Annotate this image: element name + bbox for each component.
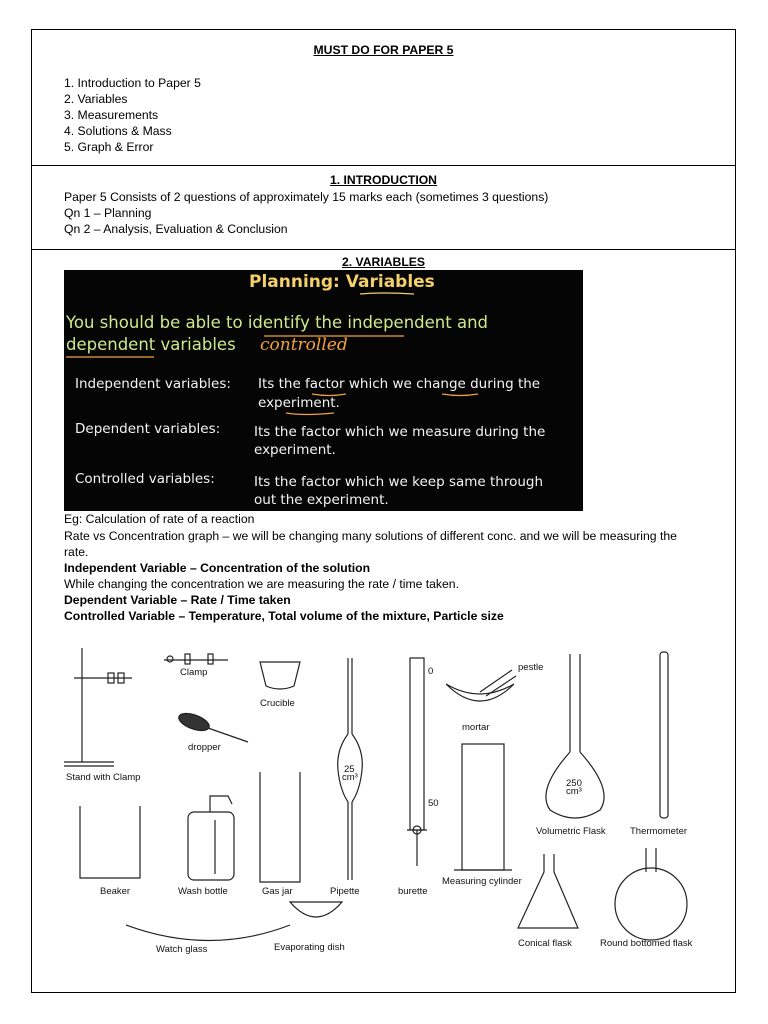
board-intro-line2: dependent variables xyxy=(66,335,236,354)
section-divider xyxy=(31,165,736,166)
example-line: Eg: Calculation of rate of a reaction xyxy=(64,512,255,526)
dependent-variable: Dependent Variable – Rate / Time taken xyxy=(64,593,291,607)
intro-line: Qn 2 – Analysis, Evaluation & Conclusion xyxy=(64,222,288,236)
crucible-drawing xyxy=(260,662,300,689)
label-round-bottomed-flask: Round bottomed flask xyxy=(600,938,693,949)
board-term: Controlled variables: xyxy=(75,471,215,487)
beaker-drawing xyxy=(80,806,140,878)
clamp-drawing xyxy=(164,654,228,664)
wash-bottle-drawing xyxy=(188,796,234,880)
label-measuring-cylinder: Measuring cylinder xyxy=(442,876,522,887)
label-dropper: dropper xyxy=(188,742,221,753)
board-term: Dependent variables: xyxy=(75,421,221,437)
contents-item: 3. Measurements xyxy=(64,108,159,122)
evaporating-dish-drawing xyxy=(290,902,342,917)
thermometer-drawing xyxy=(660,652,668,818)
label-pestle: pestle xyxy=(518,662,544,673)
intro-heading: 1. INTRODUCTION xyxy=(330,173,437,187)
watch-glass-drawing xyxy=(126,925,290,941)
label-pipette: Pipette xyxy=(330,886,360,897)
variables-chalkboard xyxy=(64,270,583,511)
label-watch-glass: Watch glass xyxy=(156,944,208,955)
board-term: Independent variables: xyxy=(75,376,231,392)
controlled-variable: Controlled Variable – Temperature, Total volume of the mixture, Particle size xyxy=(64,609,504,623)
label-wash-bottle: Wash bottle xyxy=(178,886,228,897)
round-bottomed-flask-drawing xyxy=(615,848,687,940)
burette-fifty: 50 xyxy=(428,798,439,809)
gas-jar-drawing xyxy=(260,772,300,882)
board-title: Planning: Variables xyxy=(249,272,435,292)
changing-line: While changing the concentration we are measuring the rate / time taken. xyxy=(64,577,459,591)
pipette-unit: cm³ xyxy=(342,772,358,783)
intro-line: Paper 5 Consists of 2 questions of approximately 15 marks each (sometimes 3 questions) xyxy=(64,190,549,204)
label-burette: burette xyxy=(398,886,428,897)
lab-apparatus-illustration xyxy=(60,640,720,960)
dropper-drawing xyxy=(177,710,248,742)
label-beaker: Beaker xyxy=(100,886,131,897)
conical-flask-drawing xyxy=(518,854,578,928)
contents-item: 1. Introduction to Paper 5 xyxy=(64,76,201,90)
burette-zero: 0 xyxy=(428,666,434,677)
rate-line: rate. xyxy=(64,545,89,559)
flask-unit: cm³ xyxy=(566,786,582,797)
contents-item: 5. Graph & Error xyxy=(64,140,154,154)
label-gas-jar: Gas jar xyxy=(262,886,293,897)
board-definition: Its the factor which we measure during the xyxy=(254,424,546,440)
board-definition: experiment. xyxy=(254,442,336,458)
intro-line: Qn 1 – Planning xyxy=(64,206,152,220)
independent-variable: Independent Variable – Concentration of the solution xyxy=(64,561,371,575)
stand-with-clamp-drawing xyxy=(64,648,132,766)
mortar-pestle-drawing xyxy=(446,670,516,701)
label-mortar: mortar xyxy=(462,722,490,733)
contents-item: 2. Variables xyxy=(64,92,128,106)
label-evaporating-dish: Evaporating dish xyxy=(274,942,345,953)
flask-volume: 250 xyxy=(566,778,582,789)
board-definition: Its the factor which we change during the xyxy=(258,376,541,392)
pipette-volume: 25 xyxy=(344,764,355,775)
label-volumetric-flask: Volumetric Flask xyxy=(536,826,606,837)
board-definition: Its the factor which we keep same through xyxy=(254,474,544,490)
label-conical-flask: Conical flask xyxy=(518,938,572,949)
label-stand: Stand with Clamp xyxy=(66,772,141,783)
board-intro-line1: You should be able to identify the independent and xyxy=(66,313,488,332)
burette-drawing xyxy=(407,658,427,866)
board-definition: out the experiment. xyxy=(254,492,389,508)
board-controlled-handwritten: controlled xyxy=(260,335,348,355)
measuring-cylinder-drawing xyxy=(454,744,512,870)
rate-line: Rate vs Concentration graph – we will be changing many solutions of different conc. and we will be measuring the xyxy=(64,529,677,543)
label-thermometer: Thermometer xyxy=(630,826,688,837)
label-crucible: Crucible xyxy=(260,698,295,709)
board-definition: experiment. xyxy=(258,395,340,411)
contents-item: 4. Solutions & Mass xyxy=(64,124,172,138)
label-clamp: Clamp xyxy=(180,667,208,678)
page-title: MUST DO FOR PAPER 5 xyxy=(313,43,454,57)
variables-heading: 2. VARIABLES xyxy=(341,255,426,269)
section-divider xyxy=(31,249,736,250)
